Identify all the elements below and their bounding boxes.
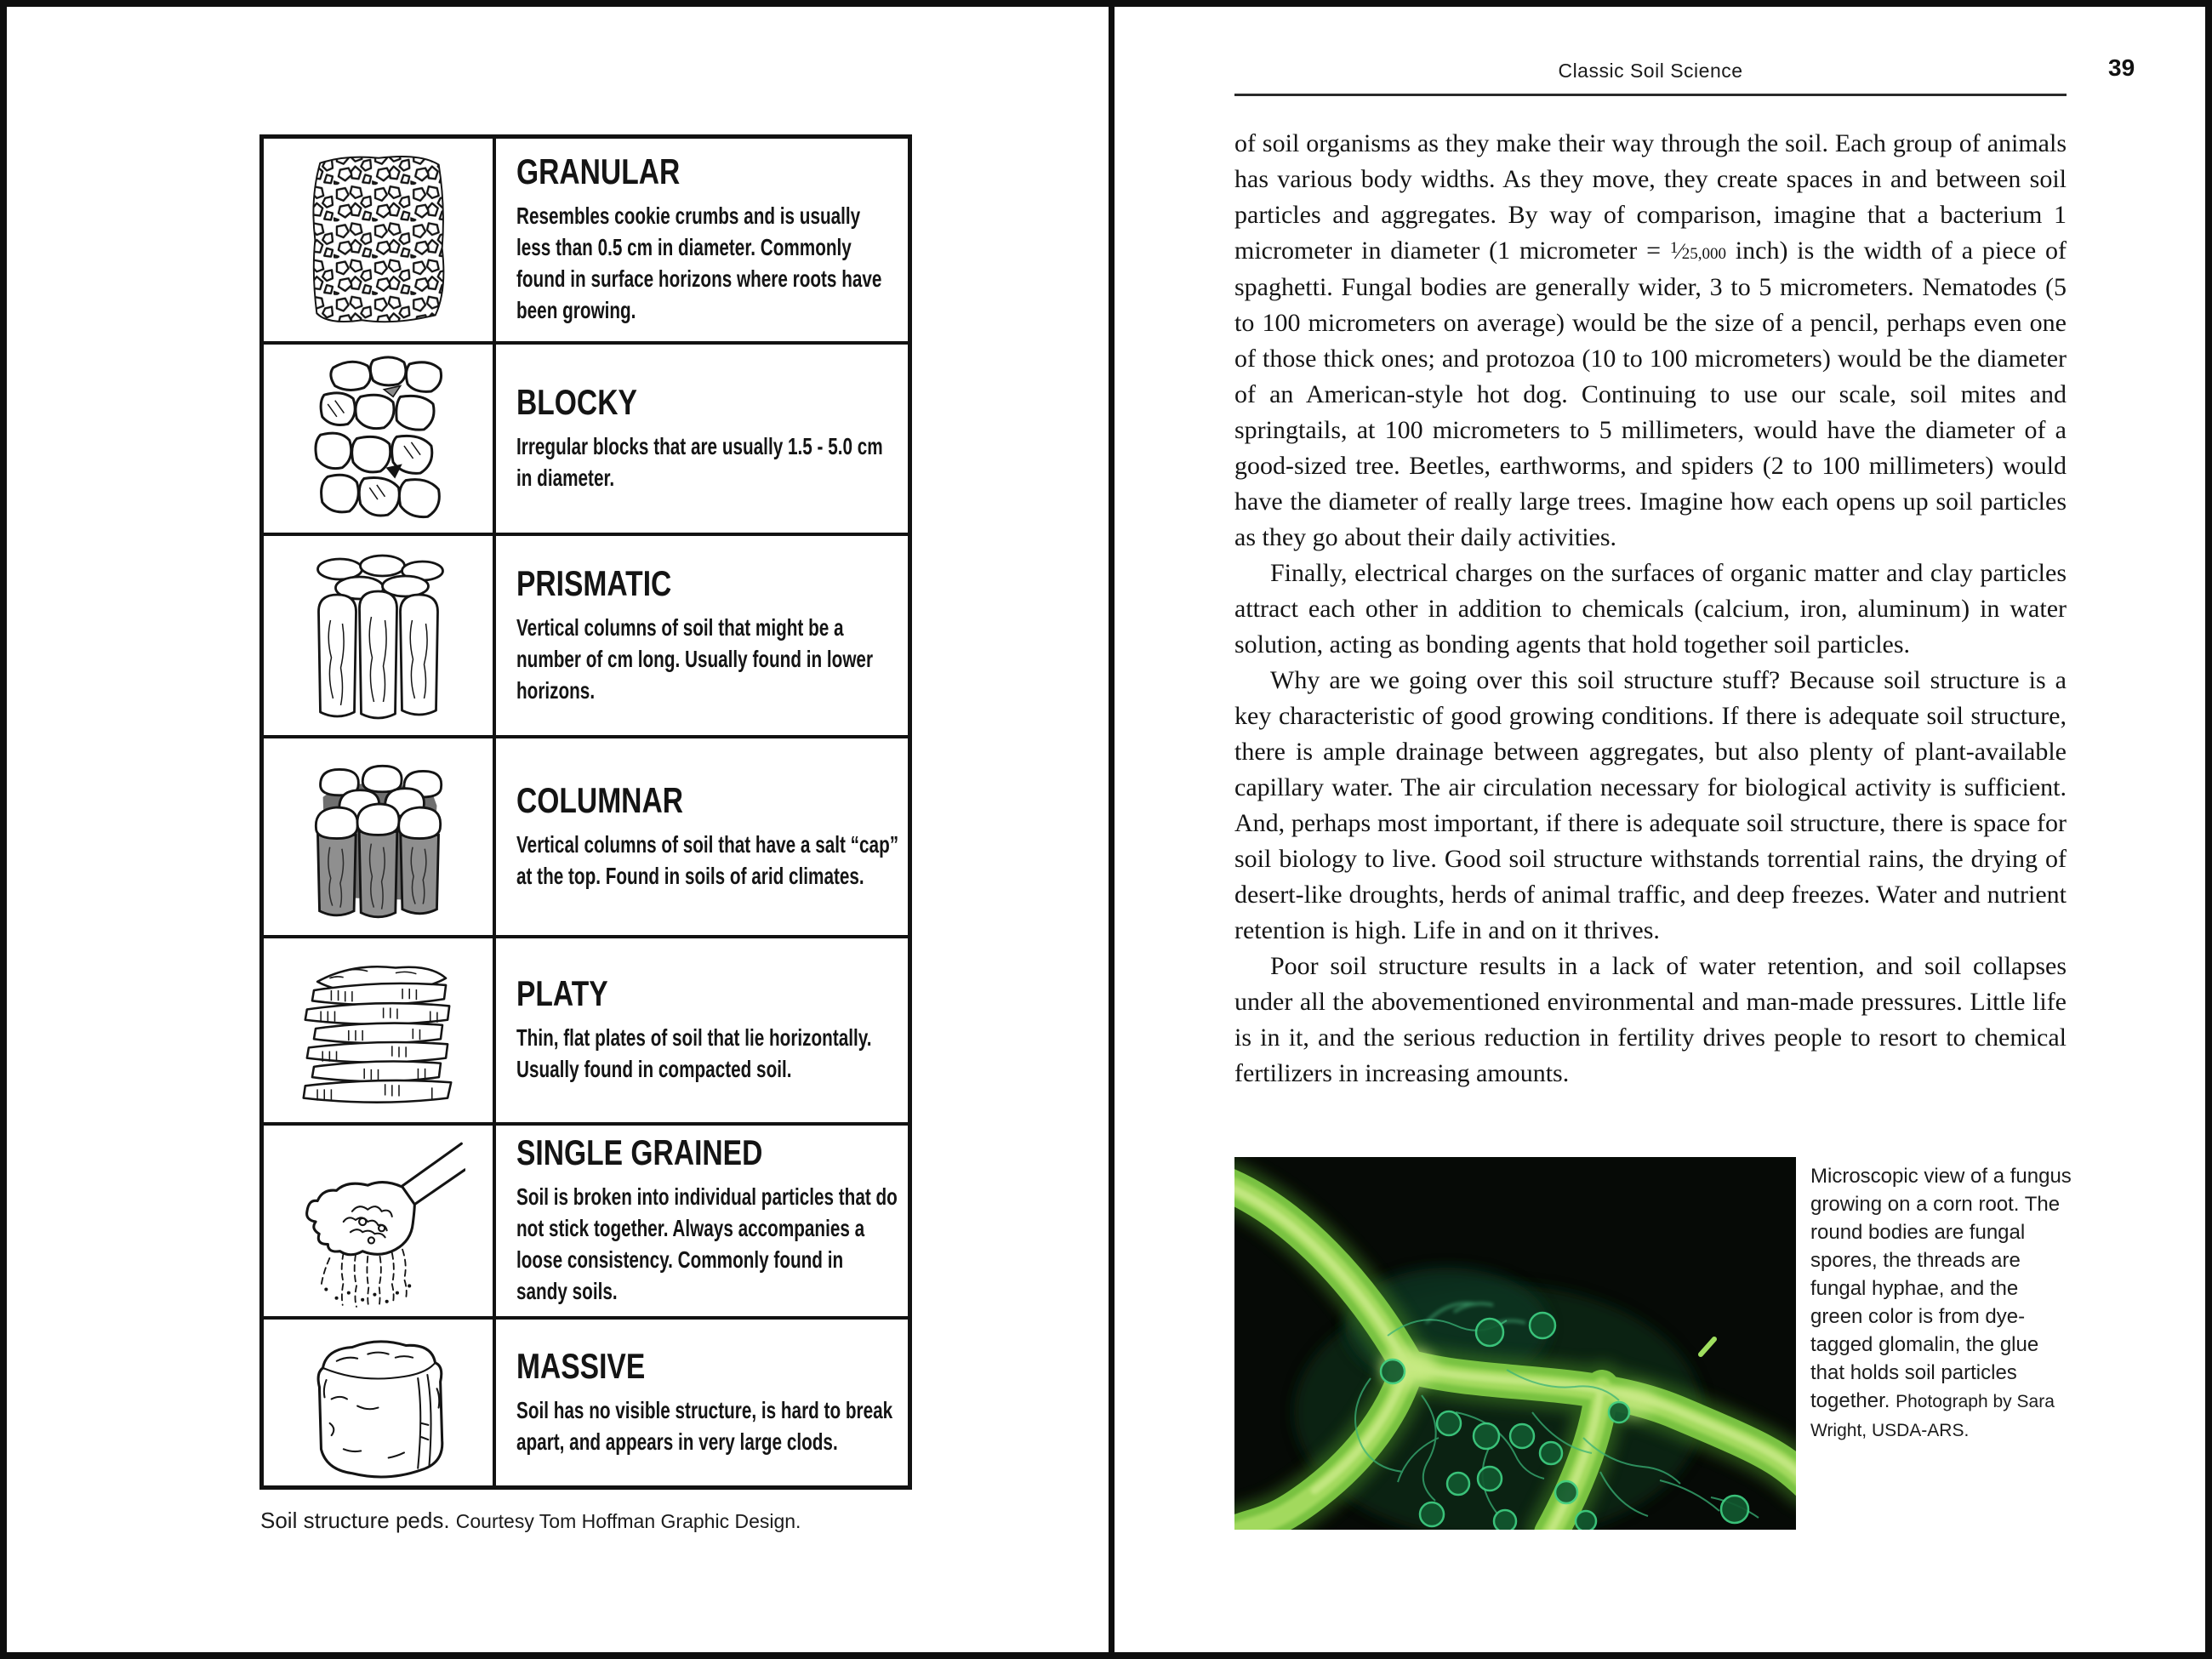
row-description: Vertical columns of soil that have a salt “cap” at the top. Found in soils of arid climates. [516, 830, 899, 889]
table-cell-platy [496, 938, 908, 1122]
table-row-blocky [264, 345, 908, 536]
table-row-massive [264, 1320, 908, 1485]
table-row-single-grained [264, 1126, 908, 1320]
massive-illustration [264, 1320, 496, 1485]
row-description: Soil has no visible structure, is hard to break apart, and appears in very large clods. [516, 1396, 893, 1455]
table-caption [260, 1508, 1069, 1534]
table-row-platy [264, 938, 908, 1126]
table-cell-prismatic [496, 536, 908, 735]
row-description: Soil is broken into individual particles that do not stick together. Always accompanies a loose consistency. Commonly found in sandy soils. [516, 1183, 898, 1304]
table-cell-blocky [496, 345, 908, 533]
row-title: SINGLE GRAINED [516, 1132, 763, 1172]
figure-caption-credit: Photograph by Sara Wright, USDA-ARS. [1810, 1392, 2055, 1440]
row-title: MASSIVE [516, 1345, 646, 1386]
row-title: PRISMATIC [516, 562, 672, 603]
row-title: BLOCKY [516, 381, 637, 422]
fraction-denominator: 25,000 [1681, 245, 1726, 263]
fungus-micrograph-image [1234, 1157, 1796, 1530]
left-page [7, 7, 1109, 1652]
figure-caption-text: Microscopic view of a fungus growing on a corn root. The round bodies are fungal spores, the threads are fungal hyphae, and the green color is from dye-tagged glomalin, the glue that holds soil particles together. [1810, 1165, 2072, 1412]
right-page [1115, 7, 2212, 1652]
row-title: COLUMNAR [516, 779, 683, 820]
row-description: Vertical columns of soil that might be a number of cm long. Usually found in lower horizons. [516, 613, 874, 704]
row-description: Resembles cookie crumbs and is usually less than 0.5 cm in diameter. Commonly found in surface horizons where roots have been growing. [516, 202, 882, 323]
table-cell-granular [496, 139, 908, 341]
table-row-granular [264, 139, 908, 345]
paragraph-1-text-continued: inch) is the width of a piece of spaghetti. Fungal bodies are generally wider, 3 to 5 micrometers. Nematodes (5 to 100 micrometers on average) would be the size of a pencil, perhaps even one of those thick ones; and protozoa (10 to 100 micrometers) would be the diameter of an American-style hot dog. Continuing to use our scale, soil mites and springtails, at 100 micrometers to 5 millimeters, would have the diameter of a good-sized tree. Beetles, earthworms, and spiders (2 to 100 millimeters) would have the diameter of really large trees. Imagine how each opens up soil particles as they go about their daily activities. [1234, 237, 2067, 551]
single-grained-illustration [264, 1126, 496, 1316]
body-text [1234, 126, 2067, 1092]
table-cell-columnar [496, 738, 908, 935]
granular-illustration [264, 139, 496, 341]
table-caption-text: Soil structure peds. [260, 1508, 456, 1533]
table-row-columnar [264, 738, 908, 938]
paragraph-1 [1234, 126, 2067, 556]
row-description: Irregular blocks that are usually 1.5 - 5.0 cm in diameter. [516, 432, 883, 491]
page-gutter-divider [1109, 7, 1115, 1652]
fraction-numerator: 1 [1669, 239, 1679, 257]
soil-structure-table [259, 134, 912, 1490]
table-cell-massive [496, 1320, 908, 1485]
platy-illustration [264, 938, 496, 1122]
paragraph-2: Finally, electrical charges on the surfaces of organic matter and clay particles attract each other in addition to chemicals (calcium, iron, aluminum) in water solution, acting as bonding agents that hold together soil particles. [1234, 559, 2067, 658]
prismatic-illustration [264, 536, 496, 735]
row-title: PLATY [516, 973, 608, 1013]
figure-caption [1810, 1162, 2076, 1445]
columnar-illustration [264, 738, 496, 935]
paragraph-4: Poor soil structure results in a lack of water retention, and soil collapses under all the abovementioned environmental and man-made pressures. Little life is in it, and the serious reduction in fertility drives people to resort to chemical fertilizers in increasing amounts. [1234, 952, 2067, 1087]
fraction-slash: ⁄ [1678, 239, 1682, 264]
inline-fraction [1670, 237, 1726, 265]
paragraph-3: Why are we going over this soil structure stuff? Because soil structure is a key characteristic of good growing conditions. If there is adequate soil structure, there is ample drainage between aggregates, but also plenty of plant-available capillary water. The air circulation necessary for biological activity is sufficient. And, perhaps most important, if there is adequate soil structure, there is space for soil biology to live. Good soil structure withstands torrential rains, the drying of desert-like droughts, herds of animal traffic, and deep freezes. Water and nutrient retention is high. Life in and on it thrives. [1234, 666, 2067, 944]
table-row-prismatic [264, 536, 908, 738]
running-head: Classic Soil Science [1558, 60, 1743, 82]
blocky-illustration [264, 345, 496, 533]
table-caption-credit: Courtesy Tom Hoffman Graphic Design. [455, 1510, 801, 1532]
row-description: Thin, flat plates of soil that lie horizontally. Usually found in compacted soil. [516, 1024, 872, 1082]
header-rule [1234, 94, 2067, 96]
table-cell-single-grained [496, 1126, 908, 1316]
row-title: GRANULAR [516, 151, 681, 191]
paragraph-1-text: of soil organisms as they make their way through the soil. Each group of animals has various body widths. As they move, they create spaces in and between soil particles and aggregates. By way of comparison, imagine that a bacterium 1 micrometer in diameter (1 micrometer = [1234, 129, 2067, 265]
page-number: 39 [2108, 54, 2135, 81]
